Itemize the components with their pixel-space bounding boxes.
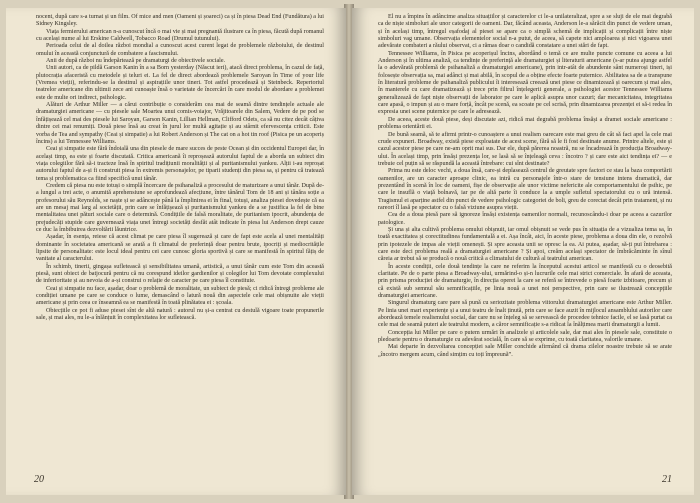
paragraph: În schimb, tinerii, gingașa sufletească și sensibilitatea umană, artistică, a unui tânăr cum este Tom din această piesă, sunt obiect de batjocură pentru că nu corespund ideilor gardienilor și colegilor lui Tom devotate complexului de inferioritate și au nevoia de a-și construi o relație de caracter pe care piesa îl constituie. bbox=[36, 263, 324, 285]
paragraph: Obiecțiile ce pot fi aduse piesei sînt de altă natură : autorul nu și-a centrat cu destulă vigoare toate propunerile sale, și mai ales, nu le-a înlănțuit în complexitatea lor sufletească. bbox=[36, 307, 324, 322]
paragraph: El nu a împins în adâncime analiza situațiilor și caracterelor ci le-a unilateralizat, spre a se sluji de ele mai degrabă ca de niște simboluri ale unor categorii de oameni. Dar, făcând aceasta, Anderson le-a sărăcit din punct de vedere uman, și în același timp, întregul eșafodaj al piesei se apare ca o simplă schemă de implicații și complicații între niște simboluri vag umane. Observația elementelor social n-a putut, de aceea, să capete nici amploarea și nici vigoarea unei adevărate combateri a răului observat, ci a rămas doar o candidă constatare a unei stări de fapt. bbox=[378, 14, 672, 50]
paragraph: Viața fermierului american n-a cunoscut încă o mai vie și mai pregnantă ilustrare ca în piesa, făcută după romanul cu același nume al lui Erskine Caldwell, Tobacco Road (Drumul tutunului). bbox=[36, 28, 324, 43]
left-page bbox=[6, 8, 346, 495]
right-page-text bbox=[378, 14, 672, 359]
paragraph: Alături de Arthur Miller — a cărui contribuție o considerăm cea mai de seamă dintre tendințele actuale ale dramaturgiei americane — cu piesele sale Moartea unui comis-voiajor, Vrăjitoarele din Salem, Vedere de pe pod se înfățișează cel mai des piesele lui Saroyan, Garson Kanin, Lillian Hellman, Clifford Odets, ca să nu citez decât câțiva dintre cei mai renumiți. Două piese însă au creat în jurul lor multă agitație și au stârnit efervescența criticii. Este vorba de Tea and sympathy (Ceai și simpatie) a lui Robert Anderson și The cat on a hot tin roof (Pisica pe un acoperiș încins) a lui Tennessee Williams. bbox=[36, 102, 324, 145]
page-number-left: 20 bbox=[34, 474, 44, 485]
paragraph: Prima nu este deloc vechi, a doua însă, care-și deplasează centrul de greutate spre factori ce stau la baza comportării oamenilor, are un caracter aproape clinic, ea intră cu personajele într-o stare de tensiune intens dramatică, dar prezentând în scenă în loc de oameni, fișe de observație ale unor victime nefericite ale comportamentului de psihic, pe care le insuflă o viață bolnavă, iar pe de altă parte îi conduce la a umple sufletul spectatorului cu o ură intensă. Tragismul ei aparține astfel din punct de vedere psihologic categoriei de boli, greu de corectat decât prin tratament, și nu rareori îl lasă pe spectator cu o falsă viziune asupra vieții. bbox=[378, 168, 672, 211]
paragraph: Anii de după război nu îndepărtează pe dramaturgi de obiectivele sociale. bbox=[46, 58, 226, 65]
paragraph: Credem că piesa nu este totuși o simplă încercare de psihanaliză a procesului de maturizare a unui tânăr. După de-a lungul a trei acte, o anumită aprehensiune se aprofundează afecțiune, între tânărul Tom de 18 ani și tânăra soție a profesorului său Reynolds, se naște și se adâncește până la împlinirea ei în final, totuși, analiza piesei dovedește că ea are un mesaj mai larg al societății, prin care se înfățișează și puritanismului yankeu de a se justifica la fel de bine mentalitatea unei pături sociale care o determină. Condițiile de falsă moralitate, de puritanism ipocrit, abundența de prejudecăți stupide care guvernează viața unei întregi societăți desfăt atât indicate în piesa lui Anderson drept cauze ce duc la îmbibuirea dezvoltării lăuntrice. bbox=[36, 182, 324, 233]
paragraph: În aceste condiții, cele două tendințe la care ne referim la începutul acestui articol se manifestă cu o deosebită claritate. Pe de o parte piesa a Broadway-ului, urmărind-o și-n lucrurile cele mai strict comerciale. În afară de aceasta, prin prisma producției de dramaturgie, în direcția operei la care se referă se întrevede o piesă foarte izbitoare, precum și că există sub semnul său semnificațiile, pe linia nouă a unei noi perspective, prin care se ilustrează concepțiile dramaturgiei americane. bbox=[378, 263, 672, 300]
paragraph: Cea de a doua piesă pare să ignoreze însăși existența oamenilor normali, recunoscându-i doar pe aceea a cazurilor patologice. bbox=[378, 212, 672, 226]
left-page-text bbox=[36, 14, 324, 322]
paragraph: Ceai și simpatie nu face, așadar, doar o problemă de moralitate, un subiect de piesă; ci ridică întregi probleme ale condiției umane pe care se conduce o lume, demascând o latură nouă din aspectele cele mai obișnuite ale vieții americane și prin ceea ce înseamnă ea se manifestă în toată plinătatea ei : școala. bbox=[36, 285, 324, 307]
paragraph: De bună seamă, să te afirmi printr-o cunoaștere a unui realism oarecare este mai greu de cât să faci apel la cele mai crude expuneri. Broadway, există piese exploatate de acest scene, fără să le fi fost destinate anume. Printre altele, este și cazul acestor piese pe care ne-am oprit mai sus. Dar ele, după părerea noastră, nu se încadrează în producția Broadway-ului. În același timp, prin însăși prezența lor, se lasă să se înțeleagă ceva : încotro ? și care este aici tendința ei? — e trebuie cel puțin să se răspundă la această întrebare: cui sînt destinate? bbox=[378, 131, 672, 167]
paragraph: Și una și alta cultivă problema omului obișnuit, iar omul obișnuit se vede pus în situația de a vizualiza tema sa, în toată exactitatea și corectitudinea fundamentală a ei. Așa încât, aici, în aceste piese, problema a doua din ele, o rezolvă prin ipotezele de impas ale vieții omenești. Și spre aceasta unii se opresc la ea. Ai putea, așadar, să-ți pui întrebarea : care este deci problema reală a dramaturgiei americane ? Și apoi, creăm același spectator de îmbrăcăminte în sînul căreia ar trebui să se producă o nouă critică a climatului de cultură al teatrului american. bbox=[378, 226, 672, 263]
paragraph: Mai departe în dezvoltarea concepției sale Miller conchide afirmând că drama zilelor noastre trebuie să se arate „încotro mergem acum, când simțim cu toți împreună”. bbox=[378, 344, 672, 358]
paragraph: De aceea, aceste două piese, deși discutate azi, ridică mai degrabă problema însăși a dramei sociale americane : problema orientării ei. bbox=[378, 116, 672, 131]
paragraph: Concepția lui Miller pe care o putem urmări în analizele și articolele sale, dar mai ales în piesele sale, constituie o pledoarie pentru o dramaturgie cu adevărat socială, în care să se exprime, cu toată claritatea, valorile umane. bbox=[378, 329, 672, 344]
paragraph: nocent, după care s-a turnat și un film. Of mice and men (Oameni și șoareci) ca și în piesa Dead End (Fundătura) a lui Sidney Kingsley. bbox=[36, 14, 324, 28]
right-page bbox=[352, 8, 694, 495]
paragraph: Ceai și simpatie este fără îndoială una din piesele de mare succes de peste Ocean și din occidentul Europei dar, în același timp, ea este și foarte discutată. Critica americană îi reproșează autorului faptul de a aborda un subiect din viața colegiilor fără să-i tracteze însă în spiritul tradițiunii moralității și al puritanismului yankeu. Alții i-au reproșat autorului faptul de a-și fi construit piesa în extremis personajelor, pe tiparii studenți din piesa sa, și pentru că tratează tema și problematica ca fiind specifică unui tânăr. bbox=[36, 146, 324, 182]
paragraph: Tennessee Williams, în Pisica pe acoperișul încins, abordând o temă ce are multe puncte comune cu aceea a lui Anderson și în ultima analiză, ca tendințe de preferință ale dramaturgiei și literaturii americane (s-ar putea ajunge astfel la o adevărată problemă de psihanaliză a dramaturgiei americane), prin intr-atât de abundente sânt numeroși tineri, iși folosește observația sa, mai adânci și mai abilă, în scopul de a obține efecte foarte puternice. Abilitatea sa de a transpune în literatură probleme de psihanaliză publicului îi interesează creează unei piese ce dinamizează și oarecum și mai ales, în manierele cu care dramatizează și trece prin filtrul înțelegerii generale, a psihologiei acestor Tennessee Williams generalizează de fapt niște observații de laborator pe care le aplică asupra unor cazuri; dar mecanicitatea, integritatea care apasă, o impun și au o mare forță, încât pe scenă, ea scoate pe cel scrisă, prin dinamizarea prezenței ei să-i redea în expresia unei scene puternice pe care le adresează. bbox=[378, 50, 672, 116]
paragraph: Unii autori, ca de pildă Garson Kanin în a sa Born yesterday (Născut ieri), atacă direct problema, în cazul de față, plutocrația afaceristă cu metodele și teluri ei. La fel de direct abordează problemele Saroyan în Time of your life (Vremea vieții), referindu-se la destinul și aspirațiile unor tineri. Tot astfel procedează și Steinbeck. Repertoriul teatrelor americane din ultimii zece ani cunoaște însă o varietate de încercări în care modul de abordare a problemei este de multe ori indirect, psihologic. bbox=[36, 65, 324, 101]
page-number-right: 21 bbox=[662, 474, 672, 485]
paragraph: Așadar, în esența, reiese că acest climat pe care piesa îl sugerează și care de fapt este acela al unei mentalități dominante în societatea americană se arată a fi climatul de preferință doar pentru brute, ipocriți și mediocritățile lipsite de personalitate: este locul ideal pentru cei care cunosc gloria sportivă și care se manifestă în spiritul fățiș de vanitate al caracterului. bbox=[36, 234, 324, 263]
paragraph: Perioada celui de al doilea război mondial a cunoscut acest curent legat de problemele războiului, de destinul omului în această conjunctură de combatere a fascismului. bbox=[36, 43, 324, 57]
paragraph: Singurul dramaturg care pare să pună cu seriozitate problema viitorului dramaturgiei americane este Arthur Miller. Pe linia unei mari experiențe și a unui teatru de înalt ținută, prin care se face auzit în mijlocul ansamblului autorilor care abordează temele realismului social, dar care nu se înțeleg să se servească de procedee tehnice facile, el se lasă purtat ca cele mai de seamă puteri ale teatrului modern, a căror semnificație s-a ridicat la înălțimea marii dramaturgii a lumii. bbox=[378, 300, 672, 329]
